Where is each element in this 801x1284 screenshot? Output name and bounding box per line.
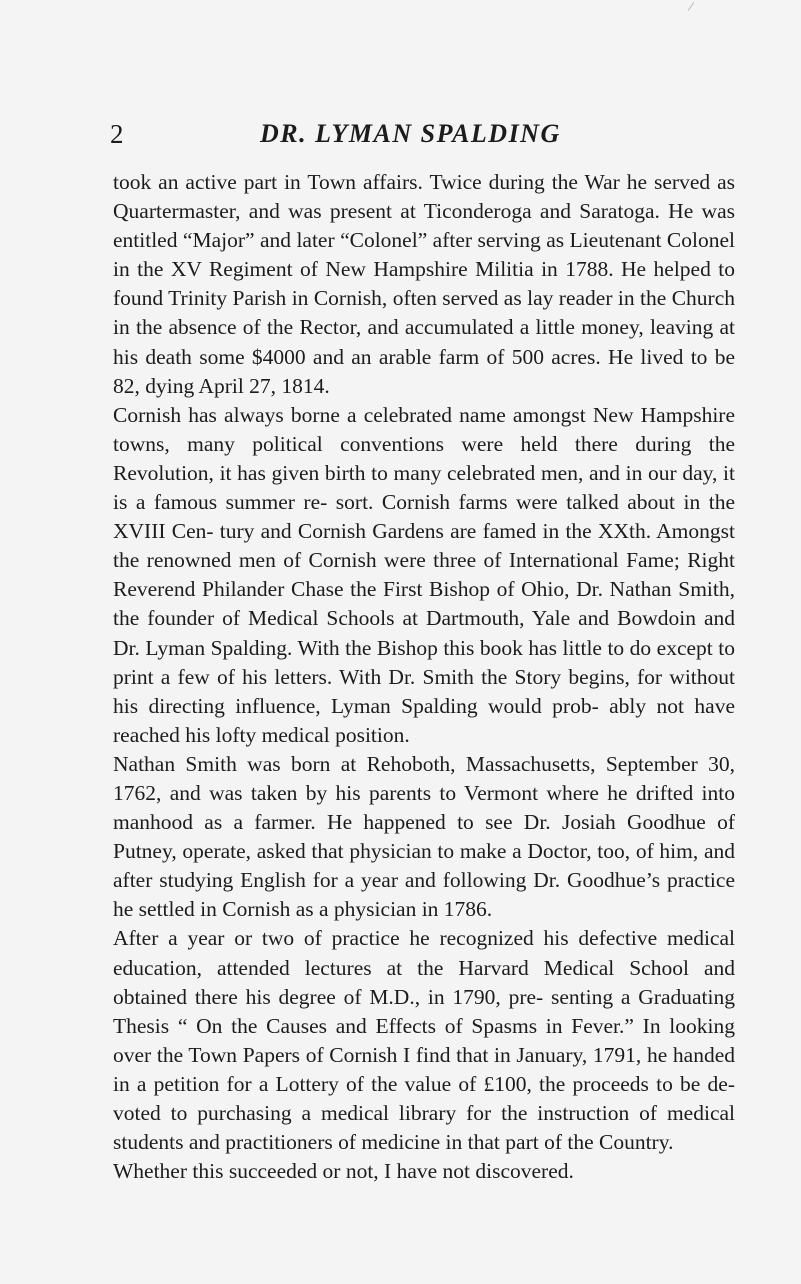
paragraph-3: Nathan Smith was born at Rehoboth, Massachusetts, September 30, 1762, and was taken by his parents to Vermont where he drifted into manhood as a farmer. He happened to see Dr. Josiah Goodhue of Putney, operate, asked that physician to make a Doctor, too, of him, and after studying English for a year and following Dr. Goodhue’s practice he settled in Cornish as a physician in 1786.: [113, 751, 735, 922]
running-head: [110, 116, 720, 152]
body-text: [113, 168, 735, 1186]
page-number: 2: [110, 119, 124, 149]
paragraph-1: took an active part in Town affairs. Twice during the War he served as Quartermaster, and was present at Ticonderoga and Saratoga. He was entitled “Major” and later “Colonel” after serving as Lieutenant Colonel in the XV Regiment of New Hampshire Militia in 1788. He helped to found Trinity Parish in Cornish, often served as lay reader in the Church in the absence of the Rector, and accumulated a little money, leaving at his death some $4000 and an arable farm of 500 acres. He lived to be 82, dying April 27, 1814.: [113, 170, 735, 398]
paragraph-5: Whether this succeeded or not, I have not discovered.: [113, 1159, 574, 1184]
running-title: DR. LYMAN SPALDING: [260, 119, 561, 148]
pencil-tick-mark: [688, 2, 695, 11]
paragraph-4: After a year or two of practice he recognized his defective medical education, attended lectures at the Harvard Medical School and obtained there his degree of M.D., in 1790, pre- senting a Graduating Thesis “ On the Causes and Effects of Spasms in Fever.” In looking over the Town Papers of Cornish I find that in January, 1791, he handed in a petition for a Lottery of the value of £100, the proceeds to be de- voted to purchasing a medical library for the instruction of medical students and practitioners of medicine in that part of the Country.: [113, 926, 735, 1155]
paragraph-2: Cornish has always borne a celebrated name amongst New Hampshire towns, many political conventions were held there during the Revolution, it has given birth to many celebrated men, and in our day, it is a famous summer re- sort. Cornish farms were talked about in the XVIII Cen- tury and Cornish Gardens are famed in the XXth. Amongst the renowned men of Cornish were three of International Fame; Right Reverend Philander Chase the First Bishop of Ohio, Dr. Nathan Smith, the founder of Medical Schools at Dartmouth, Yale and Bowdoin and Dr. Lyman Spalding. With the Bishop this book has little to do except to print a few of his letters. With Dr. Smith the Story begins, for without his directing influence, Lyman Spalding would prob- ably not have reached his lofty medical position.: [113, 402, 735, 747]
